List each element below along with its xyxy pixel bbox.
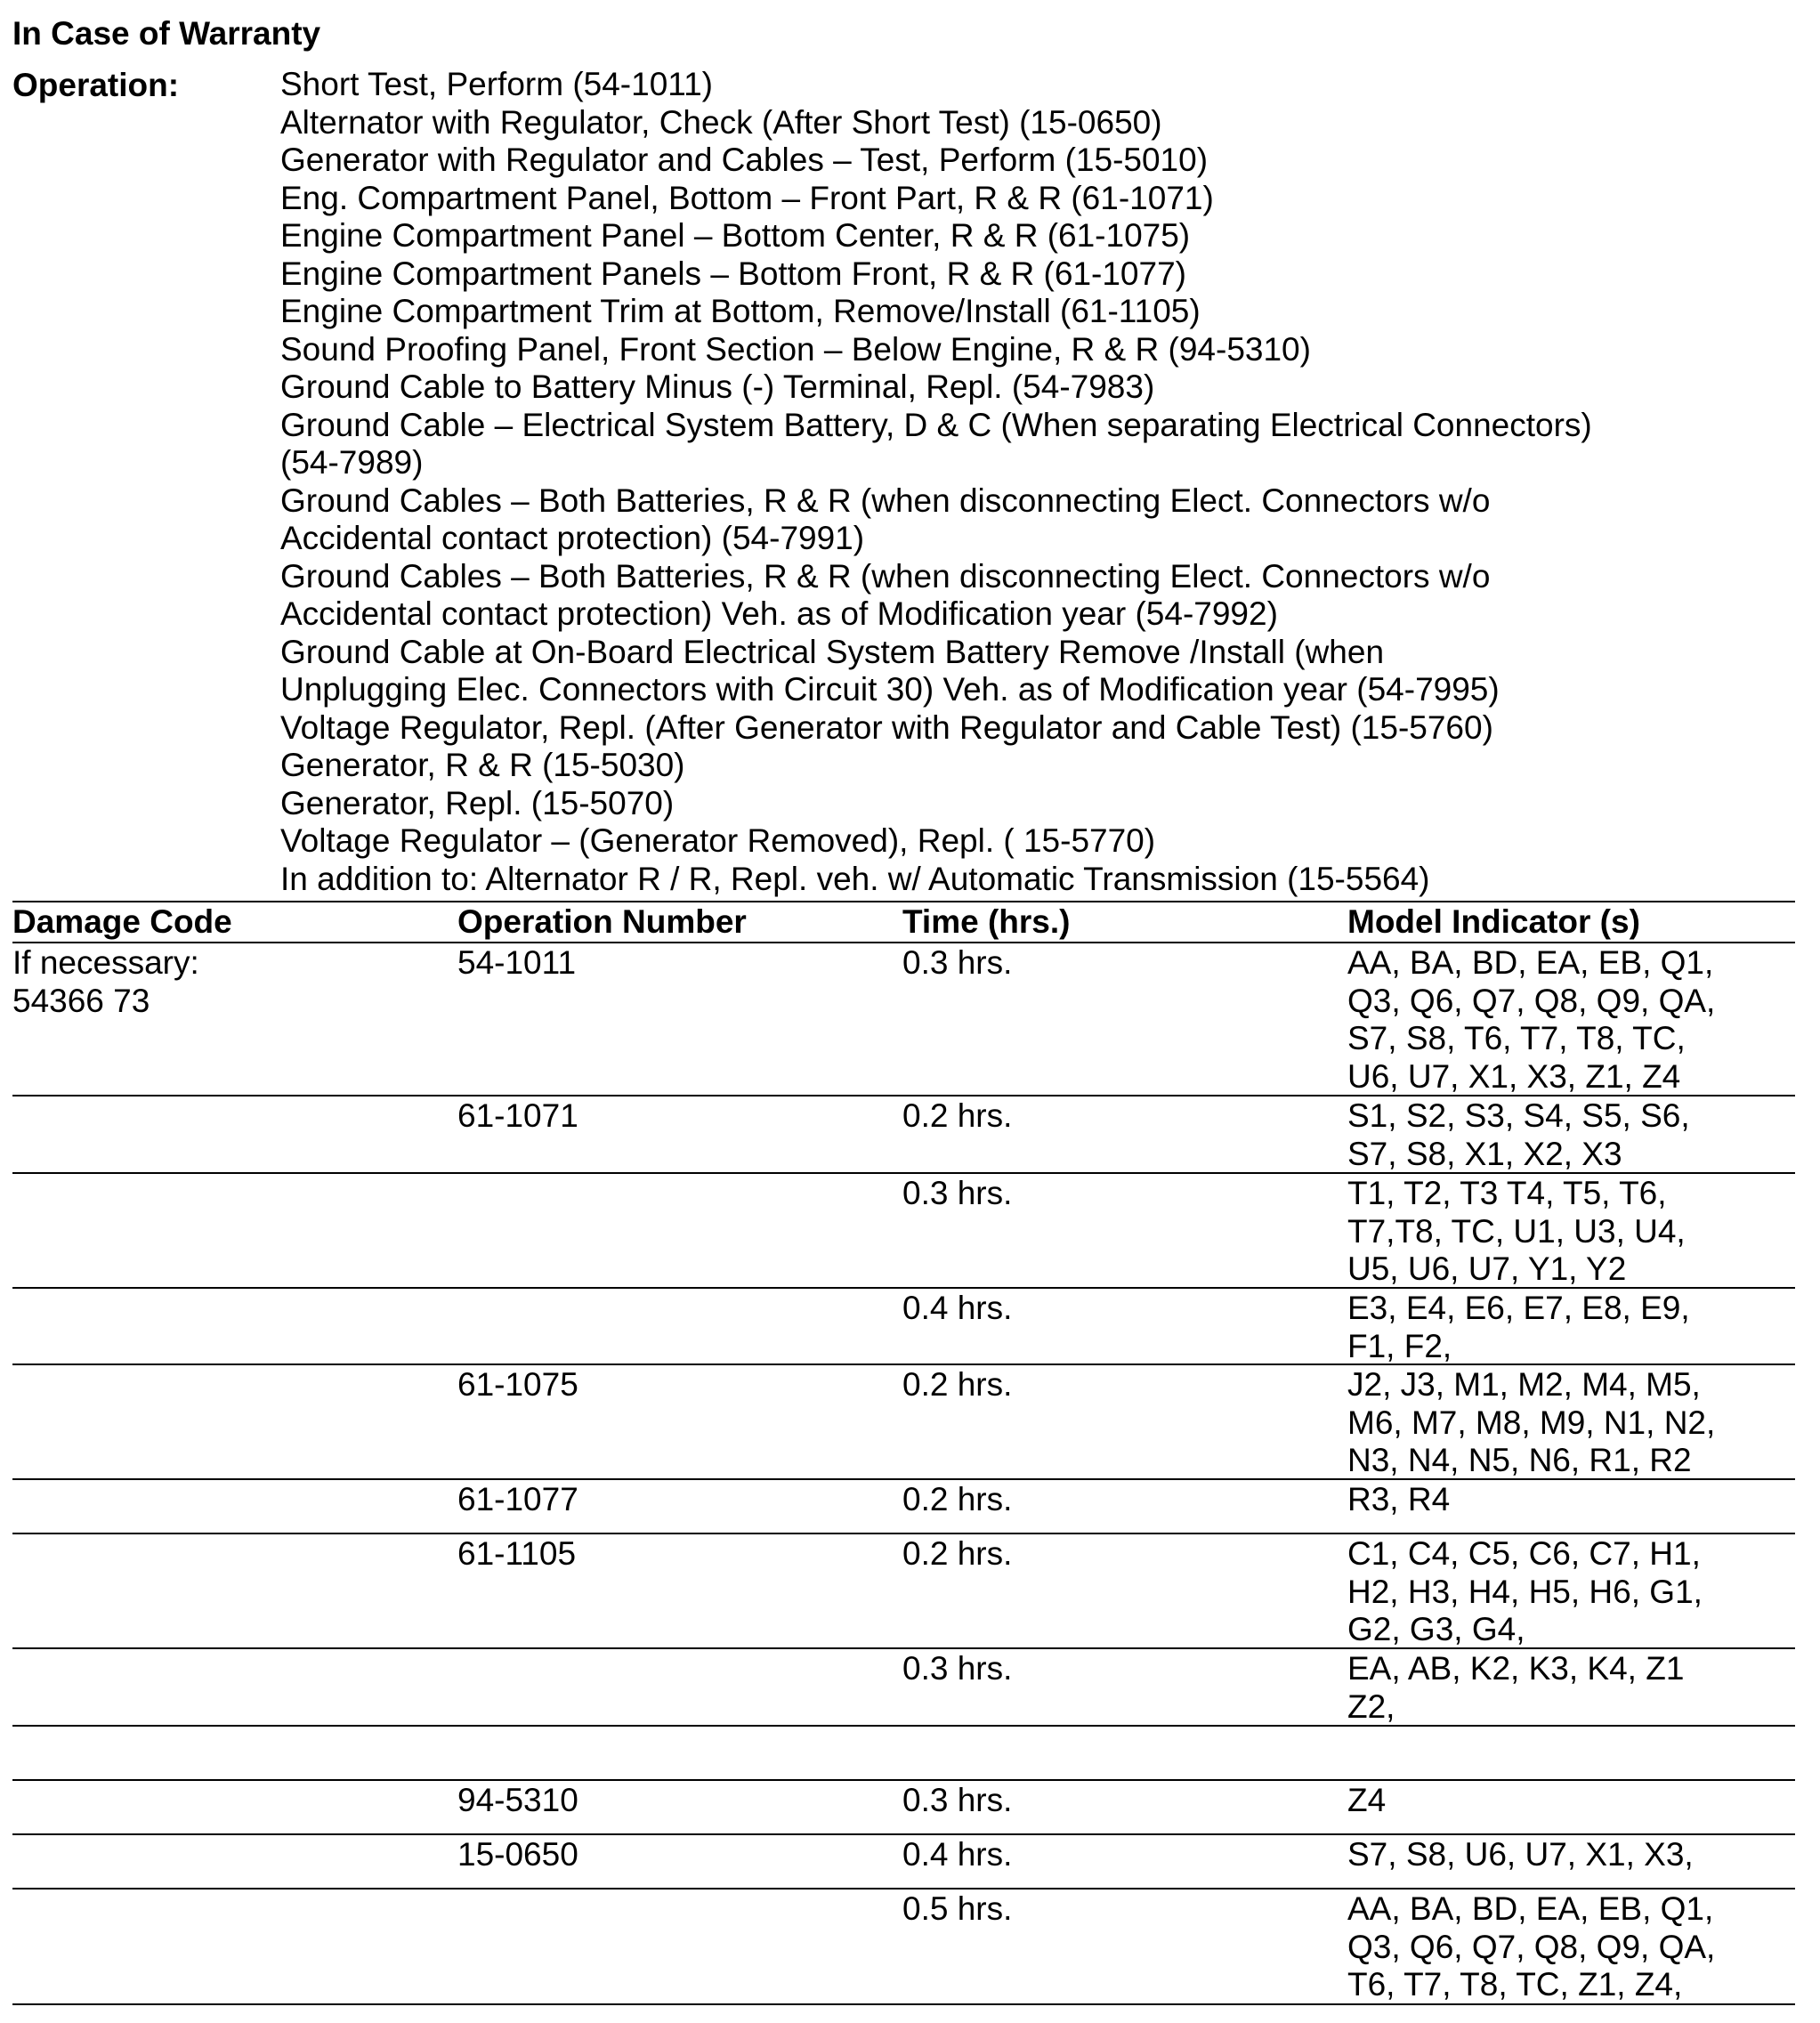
damage-code-cell xyxy=(12,1649,457,1725)
damage-code-cell xyxy=(12,1289,457,1364)
damage-code-cell xyxy=(12,1480,457,1533)
model-indicator-cell xyxy=(1347,1727,1795,1779)
time-cell: 0.4 hrs. xyxy=(902,1290,1013,1326)
operation-number-cell: 94-5310 xyxy=(457,1782,578,1818)
table-row xyxy=(12,1835,1795,1889)
table-header xyxy=(12,902,1795,943)
time-cell: 0.3 hrs. xyxy=(902,1782,1013,1818)
table-row xyxy=(12,1096,1795,1174)
time-cell: 0.5 hrs. xyxy=(902,1890,1013,1927)
damage-code-cell xyxy=(12,1365,457,1478)
operation-line: Generator with Regulator and Cables – Test, Perform (15-5010) xyxy=(280,142,1209,178)
header-damage-code: Damage Code xyxy=(12,903,232,940)
operation-number-cell xyxy=(457,1889,902,2003)
time-cell: 0.4 hrs. xyxy=(902,1836,1013,1873)
model-indicator-cell: S1, S2, S3, S4, S5, S6, S7, S8, X1, X2, X3 xyxy=(1347,1097,1690,1172)
table-row xyxy=(12,1649,1795,1727)
operation-label: Operation: xyxy=(12,67,180,103)
operation-number-cell: 61-1075 xyxy=(457,1366,578,1403)
damage-code-cell xyxy=(12,1781,457,1833)
operation-line: Ground Cables – Both Batteries, R & R (when disconnecting Elect. Connectors w/o xyxy=(280,481,1491,519)
model-indicator-cell: C1, C4, C5, C6, C7, H1, H2, H3, H4, H5, H6, G1, G2, G3, G4, xyxy=(1347,1535,1703,1647)
time-cell: 0.2 hrs. xyxy=(902,1097,1013,1134)
table-row xyxy=(12,1727,1795,1781)
damage-code-cell xyxy=(12,1174,457,1287)
operation-line: Voltage Regulator, Repl. (After Generator with Regulator and Cable Test) (15-5760) xyxy=(280,708,1493,746)
operation-line: Sound Proofing Panel, Front Section – Below Engine, R & R (94-5310) xyxy=(280,330,1311,368)
operation-line: Ground Cables – Both Batteries, R & R (when disconnecting Elect. Connectors w/o xyxy=(280,557,1491,595)
operation-line: Ground Cable – Electrical System Battery, D & C (When separating Electrical Connectors) xyxy=(280,406,1592,443)
table-row xyxy=(12,1534,1795,1649)
operation-line: Engine Compartment Panel – Bottom Center, R & R (61-1075) xyxy=(280,217,1191,254)
operation-line: Accidental contact protection) (54-7991) xyxy=(280,520,865,556)
operation-number-cell: 61-1105 xyxy=(457,1535,577,1572)
operation-line: Voltage Regulator – (Generator Removed), Repl. ( 15-5770) xyxy=(280,822,1156,859)
operation-line: Ground Cable at On-Board Electrical System Battery Remove /Install (when xyxy=(280,633,1385,670)
operation-line: Ground Cable to Battery Minus (-) Terminal, Repl. (54-7983) xyxy=(280,368,1155,405)
operation-line: Unplugging Elec. Connectors with Circuit 30) Veh. as of Modification year (54-7995) xyxy=(280,671,1500,708)
model-indicator-cell: S7, S8, U6, U7, X1, X3, xyxy=(1347,1836,1694,1873)
operation-line: Short Test, Perform (54-1011) xyxy=(280,66,714,102)
model-indicator-cell: EA, AB, K2, K3, K4, Z1 Z2, xyxy=(1347,1650,1685,1725)
operation-line: In addition to: Alternator R / R, Repl. veh. w/ Automatic Transmission (15-5564) xyxy=(280,860,1430,897)
table-row xyxy=(12,1781,1795,1835)
table-row xyxy=(12,1174,1795,1289)
warranty-table xyxy=(12,901,1795,2005)
operation-line: Generator, R & R (15-5030) xyxy=(280,747,685,783)
time-cell: 0.2 hrs. xyxy=(902,1481,1013,1517)
damage-code-cell xyxy=(12,1835,457,1888)
model-indicator-cell: E3, E4, E6, E7, E8, E9, F1, F2, xyxy=(1347,1290,1690,1364)
header-time: Time (hrs.) xyxy=(902,903,1071,940)
model-indicator-cell: AA, BA, BD, EA, EB, Q1, Q3, Q6, Q7, Q8, Q9, QA, T6, T7, T8, TC, Z1, Z4, xyxy=(1347,1890,1716,2003)
time-cell xyxy=(902,1727,1347,1779)
table-row xyxy=(12,1365,1795,1480)
operation-number-cell xyxy=(457,1174,902,1287)
operation-line: (54-7989) xyxy=(280,444,424,481)
time-cell: 0.3 hrs. xyxy=(902,944,1013,981)
operation-line: Eng. Compartment Panel, Bottom – Front Part, R & R (61-1071) xyxy=(280,179,1214,216)
table-row xyxy=(12,1889,1795,2005)
time-cell: 0.3 hrs. xyxy=(902,1650,1013,1687)
time-cell: 0.2 hrs. xyxy=(902,1535,1013,1572)
time-cell: 0.2 hrs. xyxy=(902,1366,1013,1403)
table-row xyxy=(12,1289,1795,1365)
operation-line: Alternator with Regulator, Check (After Short Test) (15-0650) xyxy=(280,103,1162,141)
model-indicator-cell: J2, J3, M1, M2, M4, M5, M6, M7, M8, M9, N1, N2, N3, N4, N5, N6, R1, R2 xyxy=(1347,1366,1716,1478)
operation-line: Engine Compartment Trim at Bottom, Remove/Install (61-1105) xyxy=(280,293,1201,329)
damage-code-cell xyxy=(12,1889,457,2003)
damage-code-cell xyxy=(12,1096,457,1172)
table-row xyxy=(12,943,1795,1096)
header-model-indicator: Model Indicator (s) xyxy=(1347,903,1640,940)
operation-number-cell: 54-1011 xyxy=(457,944,577,981)
damage-code-cell xyxy=(12,1727,457,1779)
model-indicator-cell: Z4 xyxy=(1347,1782,1387,1818)
table-row xyxy=(12,1480,1795,1534)
model-indicator-cell: R3, R4 xyxy=(1347,1481,1451,1517)
operation-number-cell: 61-1071 xyxy=(457,1097,578,1134)
operation-list xyxy=(280,66,1802,898)
damage-code-cell xyxy=(12,1534,457,1647)
operation-line: Generator, Repl. (15-5070) xyxy=(280,784,675,821)
header-operation-number: Operation Number xyxy=(457,903,747,940)
model-indicator-cell: AA, BA, BD, EA, EB, Q1, Q3, Q6, Q7, Q8, Q9, QA, S7, S8, T6, T7, T8, TC, U6, U7, X1, X3, Z1, Z4 xyxy=(1347,944,1716,1095)
operation-line: Engine Compartment Panels – Bottom Front, R & R (61-1077) xyxy=(280,255,1186,292)
time-cell: 0.3 hrs. xyxy=(902,1175,1013,1211)
operation-number-cell: 61-1077 xyxy=(457,1481,578,1517)
model-indicator-cell: T1, T2, T3 T4, T5, T6, T7,T8, TC, U1, U3, U4, U5, U6, U7, Y1, Y2 xyxy=(1347,1175,1686,1287)
damage-code-cell: If necessary: 54366 73 xyxy=(12,944,199,1019)
operation-line: Accidental contact protection) Veh. as of Modification year (54-7992) xyxy=(280,595,1278,632)
operation-number-cell xyxy=(457,1649,902,1725)
operation-number-cell: 15-0650 xyxy=(457,1836,578,1873)
page-title: In Case of Warranty xyxy=(12,15,321,52)
operation-number-cell xyxy=(457,1289,902,1364)
operation-number-cell xyxy=(457,1727,902,1779)
